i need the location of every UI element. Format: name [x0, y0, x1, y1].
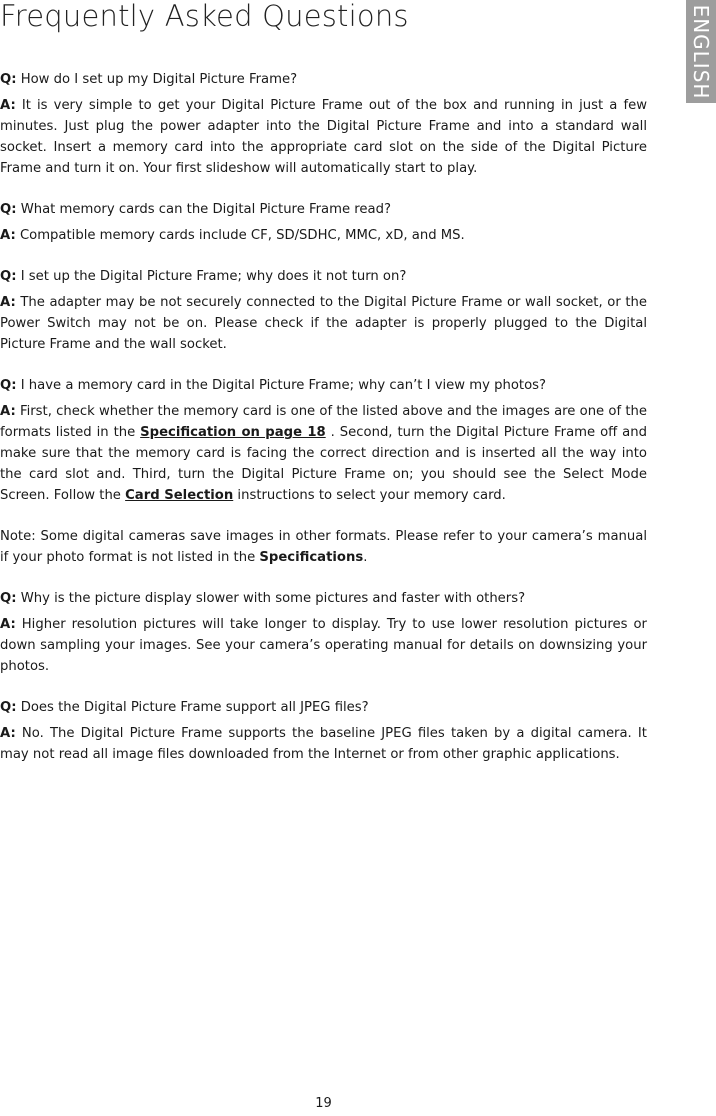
question-text: How do I set up my Digital Picture Frame? [20, 72, 298, 87]
faq-item-display-speed [0, 588, 647, 677]
language-tab-label: ENGLISH [689, 4, 713, 99]
faq-question [0, 588, 647, 609]
faq-item-memory-cards [0, 199, 647, 246]
faq-question [0, 375, 647, 396]
specification-link[interactable]: Specification on page 18 [140, 425, 326, 440]
answer-text: No. The Digital Picture Frame supports the baseline JPEG files taken by a digital camera. It may not read all image files downloaded from the Internet or from other graphic applications. [0, 726, 647, 762]
faq-item-power [0, 266, 647, 355]
faq-answer [0, 614, 647, 677]
faq-question [0, 69, 647, 90]
answer-text-part3: instructions to select your memory card. [233, 488, 506, 503]
faq-content [0, 69, 647, 785]
faq-answer [0, 723, 647, 765]
card-selection-link[interactable]: Card Selection [125, 488, 234, 503]
a-label: A: [0, 228, 16, 243]
faq-answer [0, 401, 647, 506]
language-tab [686, 0, 716, 103]
answer-text-part1: First, check whether the memory card is one of the listed above and the images are one of the formats listed in the [0, 404, 647, 440]
question-text: What memory cards can the Digital Picture Frame read? [20, 202, 391, 217]
faq-answer [0, 95, 647, 179]
faq-question [0, 199, 647, 220]
a-label: A: [0, 295, 16, 310]
a-label: A: [0, 98, 16, 113]
q-label: Q: [0, 700, 17, 715]
note-body: Note: Some digital cameras save images in other formats. Please refer to your camera’s manual if your photo format is not listed in the [0, 529, 647, 565]
answer-text: Compatible memory cards include CF, SD/SDHC, MMC, xD, and MS. [19, 228, 465, 243]
faq-question [0, 697, 647, 718]
page-number: 19 [315, 1096, 332, 1111]
a-label: A: [0, 726, 16, 741]
note-text [0, 526, 647, 568]
question-text: I have a memory card in the Digital Picture Frame; why can’t I view my photos? [20, 378, 547, 393]
a-label: A: [0, 617, 16, 632]
q-label: Q: [0, 269, 17, 284]
faq-answer [0, 292, 647, 355]
answer-text: Higher resolution pictures will take longer to display. Try to use lower resolution pictures or down sampling your images. See your camera’s operating manual for details on downsizing your photos. [0, 617, 647, 674]
faq-answer [0, 225, 647, 246]
q-label: Q: [0, 202, 17, 217]
answer-text: The adapter may be not securely connected to the Digital Picture Frame or wall socket, or the Power Switch may not be on. Please check if the adapter is properly plugged to the Digital Picture Frame and the wall socket. [0, 295, 647, 352]
faq-item-jpeg [0, 697, 647, 765]
q-label: Q: [0, 591, 17, 606]
question-text: Does the Digital Picture Frame support all JPEG files? [20, 700, 369, 715]
q-label: Q: [0, 72, 17, 87]
page-title: Frequently Asked Questions [0, 0, 409, 33]
answer-text-part2: . Second, turn the Digital Picture Frame off and make sure that the memory card is facing the correct direction and is inserted all the way into the card slot and. Third, turn the Digital Picture Frame on; you should see the Select Mode Screen. Follow the [0, 425, 647, 503]
specifications-ref: Specifications [259, 550, 364, 565]
question-text: I set up the Digital Picture Frame; why does it not turn on? [20, 269, 407, 284]
faq-item-view-photos [0, 375, 647, 506]
faq-question [0, 266, 647, 287]
a-label: A: [0, 404, 16, 419]
question-text: Why is the picture display slower with some pictures and faster with others? [20, 591, 526, 606]
note-end: . [363, 550, 368, 565]
q-label: Q: [0, 378, 17, 393]
faq-item-setup [0, 69, 647, 179]
answer-text: It is very simple to get your Digital Picture Frame out of the box and running in just a few minutes. Just plug the power adapter into the Digital Picture Frame and into a standard wall socket. Insert a memory card into the appropriate card slot on the side of the Digital Picture Frame and turn it on. Your first slideshow will automatically start to play. [0, 98, 647, 176]
faq-note [0, 526, 647, 568]
